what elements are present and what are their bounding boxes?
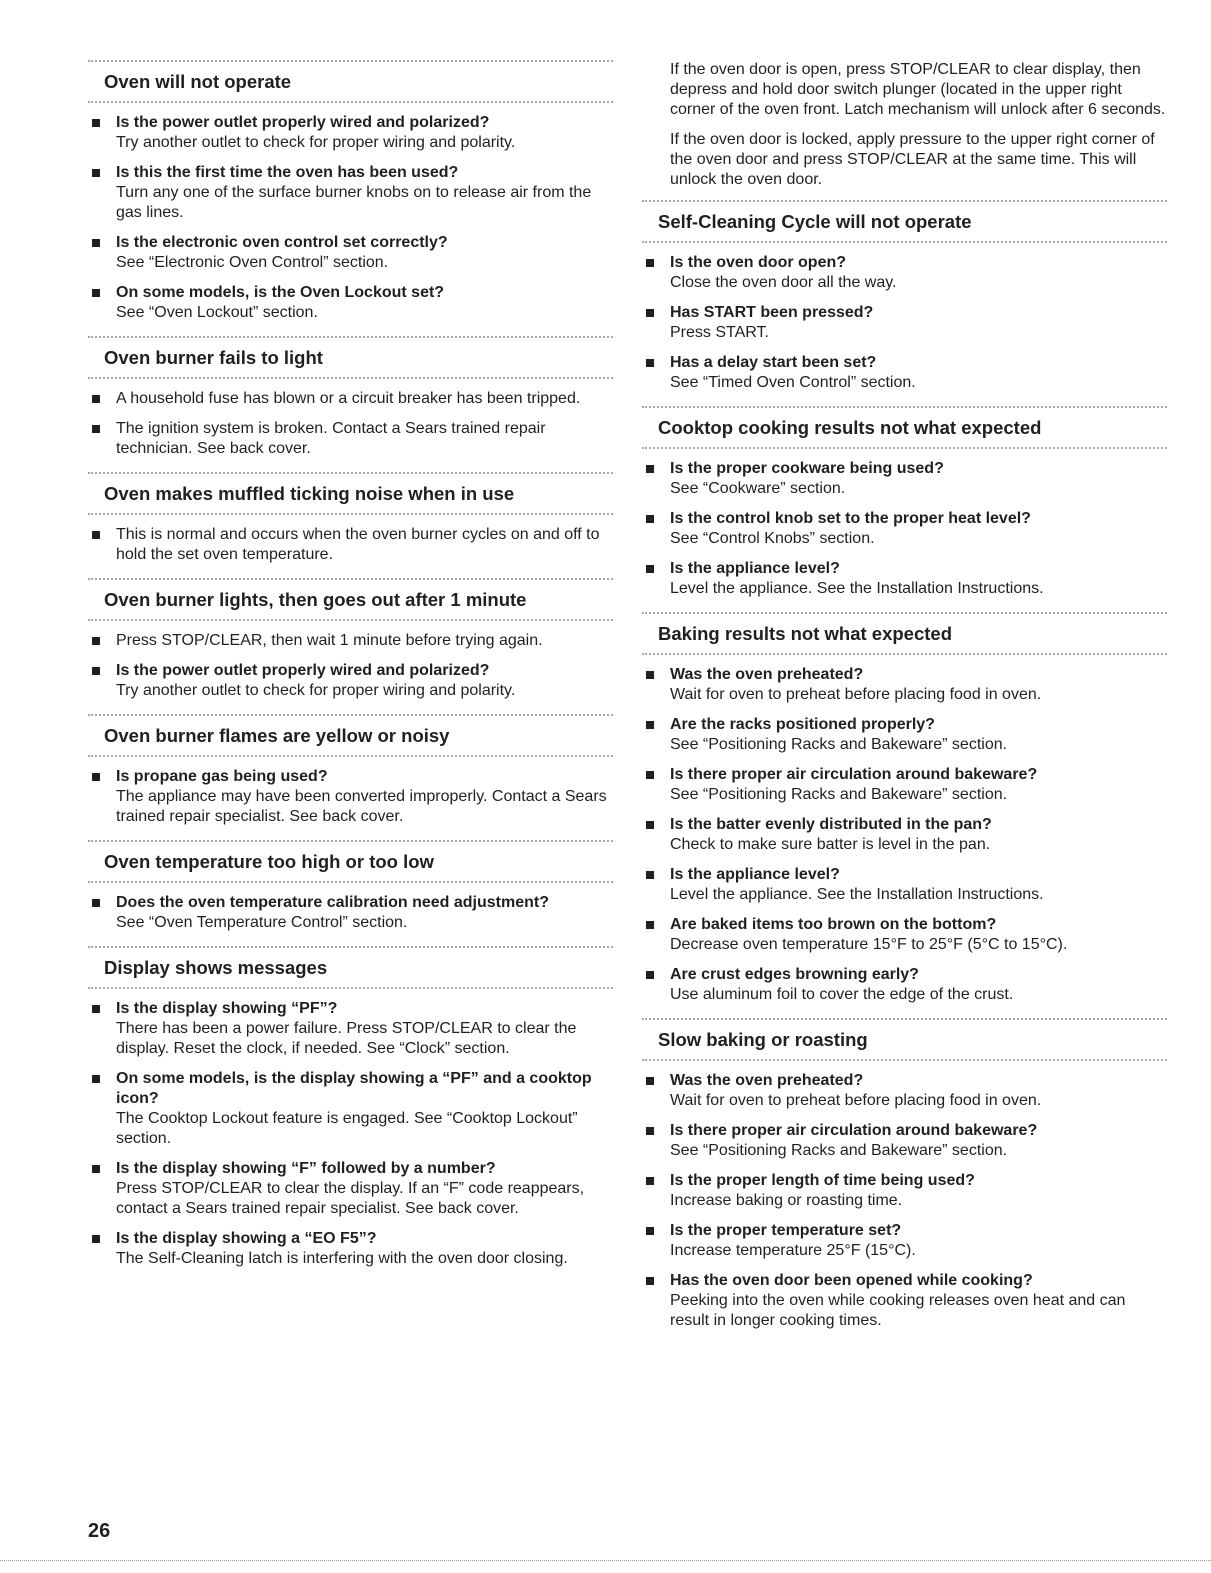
square-bullet-icon xyxy=(92,119,100,127)
square-bullet-icon xyxy=(92,395,100,403)
list-item xyxy=(88,1229,613,1269)
right-intro xyxy=(642,60,1167,190)
square-bullet-icon xyxy=(92,1165,100,1173)
square-bullet-icon xyxy=(92,169,100,177)
item-answer: See “Positioning Racks and Bakeware” section. xyxy=(670,736,1008,753)
list-item xyxy=(642,303,1167,343)
item-answer: See “Timed Oven Control” section. xyxy=(670,374,916,391)
list-item xyxy=(642,459,1167,499)
item-answer: Press STOP/CLEAR, then wait 1 minute before trying again. xyxy=(116,632,543,649)
troubleshooting-section xyxy=(642,612,1167,1005)
list-item xyxy=(88,631,613,651)
item-answer: Try another outlet to check for proper wiring and polarity. xyxy=(116,134,516,151)
square-bullet-icon xyxy=(92,899,100,907)
item-question: Is the proper length of time being used? xyxy=(670,1172,975,1189)
item-answer: The Cooktop Lockout feature is engaged. See “Cooktop Lockout” section. xyxy=(116,1110,578,1147)
list-item xyxy=(88,389,613,409)
item-answer: See “Oven Temperature Control” section. xyxy=(116,914,408,931)
square-bullet-icon xyxy=(646,921,654,929)
list-item xyxy=(642,965,1167,1005)
square-bullet-icon xyxy=(646,671,654,679)
section-heading: Oven burner flames are yellow or noisy xyxy=(88,714,613,757)
item-question: Has START been pressed? xyxy=(670,304,874,321)
list-item xyxy=(642,1271,1167,1331)
square-bullet-icon xyxy=(646,1177,654,1185)
item-question: Has a delay start been set? xyxy=(670,354,877,371)
square-bullet-icon xyxy=(646,1077,654,1085)
bottom-rule xyxy=(0,1560,1211,1561)
section-heading: Cooktop cooking results not what expected xyxy=(642,406,1167,449)
square-bullet-icon xyxy=(646,771,654,779)
list-item xyxy=(88,767,613,827)
item-answer: Increase temperature 25°F (15°C). xyxy=(670,1242,916,1259)
item-question: Is the power outlet properly wired and polarized? xyxy=(116,662,490,679)
section-heading: Display shows messages xyxy=(88,946,613,989)
list-item xyxy=(88,661,613,701)
item-answer: Try another outlet to check for proper wiring and polarity. xyxy=(116,682,516,699)
item-answer: A household fuse has blown or a circuit breaker has been tripped. xyxy=(116,390,581,407)
item-answer: The Self-Cleaning latch is interfering with the oven door closing. xyxy=(116,1250,568,1267)
item-answer: See “Positioning Racks and Bakeware” section. xyxy=(670,1142,1008,1159)
list-item xyxy=(642,665,1167,705)
right-column xyxy=(642,60,1167,1344)
item-question: Is the electronic oven control set correctly? xyxy=(116,234,448,251)
section-heading: Oven makes muffled ticking noise when in use xyxy=(88,472,613,515)
troubleshooting-section xyxy=(642,406,1167,599)
square-bullet-icon xyxy=(92,1235,100,1243)
list-item xyxy=(642,353,1167,393)
item-question: Is this the first time the oven has been used? xyxy=(116,164,459,181)
section-heading: Self-Cleaning Cycle will not operate xyxy=(642,200,1167,243)
list-item xyxy=(88,113,613,153)
square-bullet-icon xyxy=(646,359,654,367)
list-item xyxy=(88,1069,613,1149)
item-answer: Increase baking or roasting time. xyxy=(670,1192,903,1209)
list-item xyxy=(642,509,1167,549)
list-item xyxy=(88,893,613,933)
item-question: Is the power outlet properly wired and polarized? xyxy=(116,114,490,131)
square-bullet-icon xyxy=(646,871,654,879)
square-bullet-icon xyxy=(646,1227,654,1235)
item-question: Was the oven preheated? xyxy=(670,1072,864,1089)
section-heading: Slow baking or roasting xyxy=(642,1018,1167,1061)
item-question: Has the oven door been opened while cooking? xyxy=(670,1272,1033,1289)
item-answer: The appliance may have been converted improperly. Contact a Sears trained repair specialist. See back cover. xyxy=(116,788,607,825)
troubleshooting-section xyxy=(88,336,613,459)
intro-paragraph: If the oven door is open, press STOP/CLEAR to clear display, then depress and hold door switch plunger (located in the upper right corner of the oven front. Latch mechanism will unlock after 6 seconds. xyxy=(670,61,1166,118)
square-bullet-icon xyxy=(92,425,100,433)
item-question: Is the display showing “F” followed by a number? xyxy=(116,1160,496,1177)
item-question: Is the proper temperature set? xyxy=(670,1222,902,1239)
list-item xyxy=(642,1221,1167,1261)
item-answer: Use aluminum foil to cover the edge of the crust. xyxy=(670,986,1014,1003)
item-answer: See “Cookware” section. xyxy=(670,480,846,497)
list-item xyxy=(642,1071,1167,1111)
square-bullet-icon xyxy=(646,465,654,473)
item-answer: Wait for oven to preheat before placing food in oven. xyxy=(670,686,1042,703)
item-question: Are the racks positioned properly? xyxy=(670,716,935,733)
section-heading: Baking results not what expected xyxy=(642,612,1167,655)
square-bullet-icon xyxy=(92,531,100,539)
list-item xyxy=(88,999,613,1059)
item-question: Is the appliance level? xyxy=(670,866,840,883)
item-question: Is the control knob set to the proper heat level? xyxy=(670,510,1031,527)
item-question: Is the oven door open? xyxy=(670,254,847,271)
square-bullet-icon xyxy=(646,1277,654,1285)
list-item xyxy=(642,865,1167,905)
square-bullet-icon xyxy=(646,1127,654,1135)
item-answer: Turn any one of the surface burner knobs on to release air from the gas lines. xyxy=(116,184,592,221)
square-bullet-icon xyxy=(92,239,100,247)
item-question: Is there proper air circulation around bakeware? xyxy=(670,766,1038,783)
item-question: Is the proper cookware being used? xyxy=(670,460,944,477)
square-bullet-icon xyxy=(92,1075,100,1083)
page-number: 26 xyxy=(88,1520,111,1542)
item-answer: Peeking into the oven while cooking releases oven heat and can result in longer cooking times. xyxy=(670,1292,1126,1329)
list-item xyxy=(642,815,1167,855)
troubleshooting-section xyxy=(88,578,613,701)
intro-paragraph: If the oven door is locked, apply pressure to the upper right corner of the oven door and press STOP/CLEAR at the same time. This will unlock the oven door. xyxy=(670,131,1155,188)
list-item xyxy=(642,765,1167,805)
left-column xyxy=(88,60,613,1282)
square-bullet-icon xyxy=(646,309,654,317)
item-answer: Level the appliance. See the Installation Instructions. xyxy=(670,886,1044,903)
square-bullet-icon xyxy=(92,289,100,297)
item-answer: Check to make sure batter is level in the pan. xyxy=(670,836,991,853)
item-answer: See “Control Knobs” section. xyxy=(670,530,875,547)
list-item xyxy=(642,1121,1167,1161)
item-answer: Close the oven door all the way. xyxy=(670,274,897,291)
square-bullet-icon xyxy=(646,515,654,523)
item-answer: The ignition system is broken. Contact a Sears trained repair technician. See back cover. xyxy=(116,420,546,457)
item-answer: Press STOP/CLEAR to clear the display. If an “F” code reappears, contact a Sears trained repair specialist. See back cover. xyxy=(116,1180,585,1217)
item-question: Is there proper air circulation around bakeware? xyxy=(670,1122,1038,1139)
list-item xyxy=(642,915,1167,955)
list-item xyxy=(642,559,1167,599)
item-answer: See “Oven Lockout” section. xyxy=(116,304,318,321)
list-item xyxy=(642,715,1167,755)
list-item xyxy=(88,1159,613,1219)
list-item xyxy=(88,163,613,223)
item-answer: Level the appliance. See the Installation Instructions. xyxy=(670,580,1044,597)
section-heading: Oven burner lights, then goes out after 1 minute xyxy=(88,578,613,621)
square-bullet-icon xyxy=(92,637,100,645)
troubleshooting-section xyxy=(88,946,613,1269)
item-answer: This is normal and occurs when the oven burner cycles on and off to hold the set oven temperature. xyxy=(116,526,600,563)
list-item xyxy=(642,253,1167,293)
list-item xyxy=(642,1171,1167,1211)
item-answer: Wait for oven to preheat before placing food in oven. xyxy=(670,1092,1042,1109)
item-question: Are crust edges browning early? xyxy=(670,966,919,983)
item-answer: There has been a power failure. Press STOP/CLEAR to clear the display. Reset the clock, if needed. See “Clock” section. xyxy=(116,1020,577,1057)
square-bullet-icon xyxy=(92,1005,100,1013)
square-bullet-icon xyxy=(92,667,100,675)
item-answer: See “Electronic Oven Control” section. xyxy=(116,254,389,271)
section-heading: Oven will not operate xyxy=(88,60,613,103)
troubleshooting-section xyxy=(88,714,613,827)
square-bullet-icon xyxy=(646,259,654,267)
section-heading: Oven temperature too high or too low xyxy=(88,840,613,883)
list-item xyxy=(88,419,613,459)
troubleshooting-section xyxy=(88,472,613,565)
item-answer: Press START. xyxy=(670,324,769,341)
section-heading: Oven burner fails to light xyxy=(88,336,613,379)
item-answer: See “Positioning Racks and Bakeware” section. xyxy=(670,786,1008,803)
item-question: On some models, is the Oven Lockout set? xyxy=(116,284,445,301)
square-bullet-icon xyxy=(92,773,100,781)
troubleshooting-section xyxy=(88,60,613,323)
troubleshooting-section xyxy=(642,1018,1167,1331)
item-question: Does the oven temperature calibration need adjustment? xyxy=(116,894,549,911)
square-bullet-icon xyxy=(646,721,654,729)
troubleshooting-section xyxy=(88,840,613,933)
item-question: Is the appliance level? xyxy=(670,560,840,577)
item-answer: Decrease oven temperature 15°F to 25°F (5°C to 15°C). xyxy=(670,936,1068,953)
item-question: Is the display showing a “EO F5”? xyxy=(116,1230,377,1247)
item-question: Is the batter evenly distributed in the pan? xyxy=(670,816,992,833)
square-bullet-icon xyxy=(646,971,654,979)
list-item xyxy=(88,525,613,565)
square-bullet-icon xyxy=(646,565,654,573)
item-question: Was the oven preheated? xyxy=(670,666,864,683)
item-question: On some models, is the display showing a “PF” and a cooktop icon? xyxy=(116,1070,592,1107)
item-question: Is the display showing “PF”? xyxy=(116,1000,338,1017)
item-question: Are baked items too brown on the bottom? xyxy=(670,916,997,933)
list-item xyxy=(88,233,613,273)
troubleshooting-section xyxy=(642,200,1167,393)
square-bullet-icon xyxy=(646,821,654,829)
list-item xyxy=(88,283,613,323)
item-question: Is propane gas being used? xyxy=(116,768,328,785)
